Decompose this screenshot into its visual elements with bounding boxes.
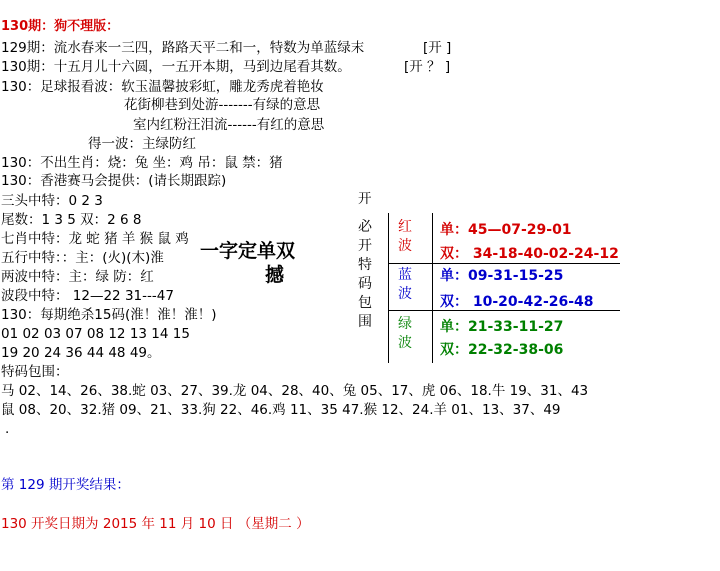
green-single: 单：21-33-11-27 [440, 319, 564, 335]
line-130-bracket: [开 ？ ] [404, 59, 451, 75]
three-head: 三头中特：0 2 3 [1, 193, 103, 209]
line-129-bracket: [开 ] [423, 40, 452, 56]
header [1, 17, 119, 36]
special-surround-title: 特码包围： [1, 364, 69, 380]
kill-15-title: 130：每期绝杀15码(淮！淮！淮！) [1, 307, 217, 323]
kill-numbers-1: 01 02 03 07 08 12 13 14 15 [1, 326, 190, 342]
line-129 [1, 39, 364, 57]
line-129-text: 129期：流水春来一三四，路路天平二和一，特数为单蓝绿末 [1, 40, 365, 56]
blue-wave-label: 蓝波 [398, 267, 412, 302]
draw-date: 130 开奖日期为 2015 年 11 月 10 日 （星期二 ） [1, 516, 310, 532]
table-divider-right [432, 213, 433, 363]
must-open-vertical: 必开特码包围 [358, 219, 372, 330]
blue-double: 双： 10-20-42-26-48 [440, 294, 594, 310]
kai-label: 开 [358, 191, 372, 207]
tail-number: 尾数：1 3 5 双：2 6 8 [1, 212, 142, 228]
single-double-banner: 一字定单双 [200, 240, 296, 262]
line-130-poem: 130期：十五月儿十六圆，一五开本期，马到边尾看其数。 [1, 59, 351, 75]
result-line: 第 129 期开奖结果： [1, 477, 130, 493]
green-wave-label: 绿波 [398, 316, 412, 351]
kill-numbers-2: 19 20 24 36 44 48 49。 [1, 345, 161, 361]
zodiac-exclude: 130：不出生肖：烧：兔 坐：鸡 吊：鼠 禁：猪 [1, 155, 283, 171]
banner-char: 撼 [265, 264, 285, 286]
table-hline-1 [388, 263, 620, 264]
zodiac-numbers-2: 鼠 08、20、32.猪 09、21、33.狗 22、46.鸡 11、35 47.猴 12、24.羊 01、13、37、49 [1, 402, 561, 418]
edition-note: ：狗不理版： [41, 19, 120, 34]
green-double: 双：22-32-38-06 [440, 342, 564, 358]
blue-single: 单：09-31-15-25 [440, 268, 564, 284]
five-element: 五行中特：：主：(火)(木)淮 [1, 250, 164, 266]
seven-zodiac: 七肖中特：龙 蛇 猪 羊 猴 鼠 鸡 [1, 231, 189, 247]
hk-jockey-line: 130：香港赛马会提供：(请长期跟踪) [1, 173, 227, 189]
two-wave: 两波中特：主：绿 防：红 [1, 269, 154, 285]
table-divider-left [388, 213, 389, 363]
hint-green: 花街柳巷到处游-------有绿的意思 [124, 97, 321, 113]
hint-red: 室内红粉汪泪流------有红的意思 [133, 117, 325, 133]
red-single: 单：45—07-29-01 [440, 222, 572, 238]
zodiac-numbers-1: 马 02、14、26、38.蛇 03、27、39.龙 04、28、40、兔 05、17、虎 06、18.牛 19、31、43 [1, 383, 589, 399]
wave-hint: 得一波：主绿防红 [88, 136, 196, 152]
red-double: 双： 34-18-40-02-24-12 [440, 246, 619, 262]
dot: . [5, 421, 10, 437]
red-wave-label: 红波 [398, 219, 412, 254]
football-line: 130：足球报看波：软玉温馨披彩虹，雕龙秀虎着艳妆 [1, 79, 324, 95]
period-title: 130期 [1, 19, 42, 34]
wave-segment: 波段中特： 12—22 31---47 [1, 288, 174, 304]
